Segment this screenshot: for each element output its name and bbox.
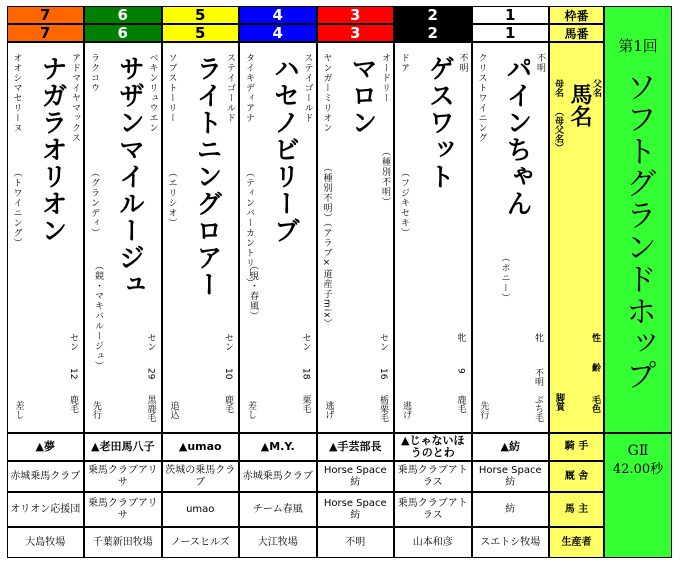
race-time: 42.00秒 bbox=[612, 462, 664, 477]
horse-coat: 栃栗毛 bbox=[378, 395, 388, 422]
horse-number-text: 5 bbox=[195, 24, 206, 42]
race-round: 第1回 bbox=[618, 37, 658, 55]
horse-number-text: 7 bbox=[40, 24, 51, 42]
horse-main-block bbox=[394, 42, 472, 433]
horse-main-block bbox=[472, 42, 550, 433]
running-style: 差し bbox=[13, 401, 24, 419]
stable-name-cell bbox=[84, 461, 162, 492]
waku-number-text: 7 bbox=[40, 6, 51, 24]
owner-label: 馬 主 bbox=[564, 503, 589, 515]
horse-name: パインちゃん bbox=[502, 55, 532, 217]
owner-name-cell bbox=[394, 492, 472, 527]
horse-name: ゲスワット bbox=[424, 55, 455, 190]
horse-number bbox=[7, 24, 85, 42]
breeder-name-cell bbox=[239, 527, 317, 558]
jockey-name: ▲老田馬八子 bbox=[91, 440, 155, 453]
horse-main-block bbox=[162, 42, 240, 433]
jockey-name-cell bbox=[84, 433, 162, 461]
horse-name: ライトニングロアー bbox=[192, 55, 222, 298]
horse-sex: セン bbox=[378, 333, 388, 351]
running-style: 先行 bbox=[91, 401, 101, 419]
stable-name: 茨城の乗馬クラブ bbox=[165, 464, 236, 488]
horse-name: マロン bbox=[347, 55, 377, 136]
breeder-name-cell bbox=[394, 527, 472, 558]
horse-age: 18 bbox=[300, 368, 311, 380]
owner-name: オリオン応援団 bbox=[10, 503, 81, 515]
dam-name: ラクコウ bbox=[89, 53, 99, 93]
breeder-name-cell bbox=[84, 527, 162, 558]
owner-name-cell bbox=[84, 492, 162, 527]
horse-number bbox=[317, 24, 395, 42]
waku-number bbox=[239, 6, 317, 24]
jockey-name: ▲紡 bbox=[500, 440, 520, 453]
race-card bbox=[7, 6, 672, 558]
damsire-name: （グランディ） bbox=[89, 168, 99, 238]
owner-name-cell bbox=[239, 492, 317, 527]
stable-name-cell bbox=[317, 461, 395, 492]
jockey-name-cell bbox=[472, 433, 550, 461]
dam-type-note: （種別不明） bbox=[321, 163, 332, 223]
horse-former-name: （現・春風） bbox=[248, 261, 258, 321]
owner-name-cell bbox=[472, 492, 550, 527]
sex-label: 性 bbox=[590, 333, 600, 342]
breeder-name-cell bbox=[472, 527, 550, 558]
waku-number bbox=[394, 6, 472, 24]
breeder-name: スエトシ牧場 bbox=[480, 536, 541, 548]
dam-name: ヤンガーミリオン bbox=[321, 53, 332, 133]
breeder-name-cell bbox=[7, 527, 85, 558]
horse-number bbox=[394, 24, 472, 42]
breeder-name-cell bbox=[317, 527, 395, 558]
race-grade: GⅡ bbox=[627, 443, 649, 459]
owner-name: 紡 bbox=[505, 503, 516, 515]
dam-name: オオシマセリーヌ bbox=[11, 53, 22, 133]
coat-label: 毛色 bbox=[590, 395, 600, 413]
breeder-name: 大島牧場 bbox=[25, 536, 66, 548]
jockey-name: ▲umao bbox=[178, 440, 222, 453]
race-name: ソフトグランドホップ bbox=[620, 71, 656, 391]
horse-number-text: 2 bbox=[427, 24, 438, 42]
horse-coat: ぶち毛 bbox=[533, 395, 543, 422]
stable-name-cell bbox=[472, 461, 550, 492]
owner-name: umao bbox=[186, 503, 215, 515]
owner-name-cell bbox=[317, 492, 395, 527]
jockey-name-cell bbox=[7, 433, 85, 461]
breeder-label-cell bbox=[549, 527, 604, 558]
running-style: 先行 bbox=[478, 401, 489, 419]
jockey-name-cell bbox=[162, 433, 240, 461]
damsire-name: （アラブ×道産子mix） bbox=[321, 218, 332, 329]
owner-label-cell bbox=[549, 492, 604, 527]
horse-main-block bbox=[84, 42, 162, 433]
breeder-name: 山本和彦 bbox=[412, 536, 453, 548]
damsire-label: （母父名） bbox=[553, 107, 563, 152]
dam-label: 母名 bbox=[553, 79, 563, 97]
waku-number-text: 6 bbox=[117, 6, 128, 24]
sire-label: 父名 bbox=[591, 79, 601, 97]
horse-coat: 栗毛 bbox=[300, 395, 311, 413]
jockey-label-cell bbox=[549, 433, 604, 461]
horse-number bbox=[84, 24, 162, 42]
dam-name: タイキディアナ bbox=[244, 53, 254, 123]
stable-name-cell bbox=[239, 461, 317, 492]
horse-age: 9 bbox=[455, 368, 466, 374]
horse-name: サザンマイルージュ bbox=[114, 55, 145, 298]
sire-name: ベキンリュウエン bbox=[147, 53, 158, 133]
race-title-block bbox=[604, 6, 672, 433]
horse-sex: セン bbox=[223, 333, 233, 351]
race-grade-block bbox=[604, 433, 672, 558]
breeder-name-cell bbox=[162, 527, 240, 558]
stable-name: Horse Space紡 bbox=[323, 464, 387, 488]
waku-number-text: 4 bbox=[272, 6, 283, 24]
stable-name: 赤城乗馬クラブ bbox=[242, 470, 313, 482]
sire-name: 不明 bbox=[535, 53, 545, 73]
owner-name: 乗馬クラブアリサ bbox=[87, 497, 158, 521]
stable-name-cell bbox=[394, 461, 472, 492]
umaban-label: 馬番 bbox=[564, 26, 589, 41]
horse-label: 馬名 bbox=[567, 83, 592, 127]
jockey-name: ▲手芸部長 bbox=[329, 440, 382, 453]
stable-name: 赤城乗馬クラブ bbox=[10, 470, 81, 482]
damsire-name: （エリシオ） bbox=[166, 168, 177, 228]
stable-name: 乗馬クラブアリサ bbox=[87, 464, 158, 488]
horse-main-block bbox=[317, 42, 395, 433]
waku-number-text: 3 bbox=[350, 6, 361, 24]
waku-label: 枠番 bbox=[564, 8, 589, 23]
horse-number bbox=[239, 24, 317, 42]
dam-name: クリストワイニング bbox=[476, 53, 487, 143]
running-style: 逃げ bbox=[323, 401, 334, 419]
damsire-name: （ポニー） bbox=[499, 253, 510, 303]
dam-name: ドア bbox=[399, 53, 409, 73]
horse-age: 10 bbox=[223, 368, 233, 380]
sire-name: アドマイヤマックス bbox=[70, 53, 80, 143]
waku-number-text: 2 bbox=[427, 6, 438, 24]
horse-number-text: 6 bbox=[117, 24, 128, 42]
horse-number-text: 1 bbox=[505, 24, 516, 42]
waku-number bbox=[317, 6, 395, 24]
owner-name: Horse Space紡 bbox=[323, 497, 387, 521]
jockey-name: ▲じゃないほうのとわ bbox=[401, 434, 465, 459]
running-style: 追込 bbox=[168, 401, 179, 419]
horse-age: 不明 bbox=[533, 368, 543, 386]
horse-coat: 鹿毛 bbox=[455, 395, 466, 413]
horse-name: ハセノビリーブ bbox=[269, 55, 300, 244]
horse-main-block bbox=[7, 42, 85, 433]
horse-name: ナガラオリオン bbox=[37, 55, 67, 244]
jockey-name: ▲夢 bbox=[35, 440, 55, 453]
horse-coat: 黒鹿毛 bbox=[145, 395, 156, 422]
sire-name: オードリー bbox=[380, 53, 390, 103]
damsire-name: （ティンバーカントリー） bbox=[244, 168, 254, 288]
owner-name: チーム春風 bbox=[252, 503, 303, 515]
breeder-label: 生産者 bbox=[561, 536, 592, 548]
horse-sex: 牝 bbox=[455, 333, 466, 342]
stable-name-cell bbox=[162, 461, 240, 492]
horse-age: 29 bbox=[145, 368, 156, 380]
waku-number-text: 1 bbox=[505, 6, 516, 24]
waku-number bbox=[84, 6, 162, 24]
owner-name: 乗馬クラブアトラス bbox=[397, 497, 468, 521]
running-style: 差し bbox=[246, 401, 256, 419]
horse-number bbox=[472, 24, 550, 42]
stable-name: Horse Space紡 bbox=[478, 464, 542, 488]
horse-sex: セン bbox=[300, 333, 311, 351]
sire-name: ステイゴールド bbox=[225, 53, 235, 123]
sire-name: ステイゴールド bbox=[302, 53, 313, 123]
owner-name-cell bbox=[7, 492, 85, 527]
horse-age: 12 bbox=[68, 368, 78, 380]
waku-number bbox=[7, 6, 85, 24]
horse-sex: セン bbox=[145, 333, 156, 351]
owner-name-cell bbox=[162, 492, 240, 527]
waku-number bbox=[162, 6, 240, 24]
jockey-name-cell bbox=[394, 433, 472, 461]
breeder-name: 大江牧場 bbox=[257, 536, 298, 548]
stable-label-cell bbox=[549, 461, 604, 492]
horse-coat: 鹿毛 bbox=[223, 395, 233, 413]
jockey-name: ▲M.Y. bbox=[260, 440, 295, 453]
jockey-name-cell bbox=[239, 433, 317, 461]
dam-name: ソブストーリー bbox=[166, 53, 177, 123]
stable-name: 乗馬クラブアトラス bbox=[397, 464, 468, 488]
sire-name: 不明 bbox=[457, 53, 468, 73]
stable-name-cell bbox=[7, 461, 85, 492]
breeder-name: 千葉新田牧場 bbox=[92, 536, 153, 548]
horse-sex: セン bbox=[68, 333, 78, 351]
jockey-label: 騎 手 bbox=[564, 441, 589, 452]
horse-main-block bbox=[239, 42, 317, 433]
horse-age: 16 bbox=[378, 368, 388, 380]
damsire-name: （フジキセキ） bbox=[399, 168, 409, 238]
horse-former-name: （競・マキバルージュ） bbox=[93, 261, 103, 371]
horse-coat: 鹿毛 bbox=[68, 395, 78, 413]
waku-number-text: 5 bbox=[195, 6, 206, 24]
waku-number bbox=[472, 6, 550, 24]
stable-label: 厩 舎 bbox=[564, 470, 589, 482]
umaban-label-cell bbox=[549, 24, 604, 42]
key-main-block bbox=[549, 42, 604, 433]
horse-sex: 牝 bbox=[533, 333, 543, 342]
age-label: 齢 bbox=[590, 363, 600, 372]
horse-number bbox=[162, 24, 240, 42]
jockey-name-cell bbox=[317, 433, 395, 461]
style-label: 脚質 bbox=[554, 393, 564, 411]
sire-type-note: （種別不明） bbox=[380, 147, 390, 207]
running-style: 逃げ bbox=[401, 401, 411, 419]
waku-label-cell bbox=[549, 6, 604, 24]
damsire-name: （トワイニング） bbox=[11, 168, 22, 248]
horse-number-text: 3 bbox=[350, 24, 361, 42]
horse-number-text: 4 bbox=[272, 24, 283, 42]
breeder-name: ノースヒルズ bbox=[170, 536, 230, 548]
breeder-name: 不明 bbox=[345, 536, 366, 548]
